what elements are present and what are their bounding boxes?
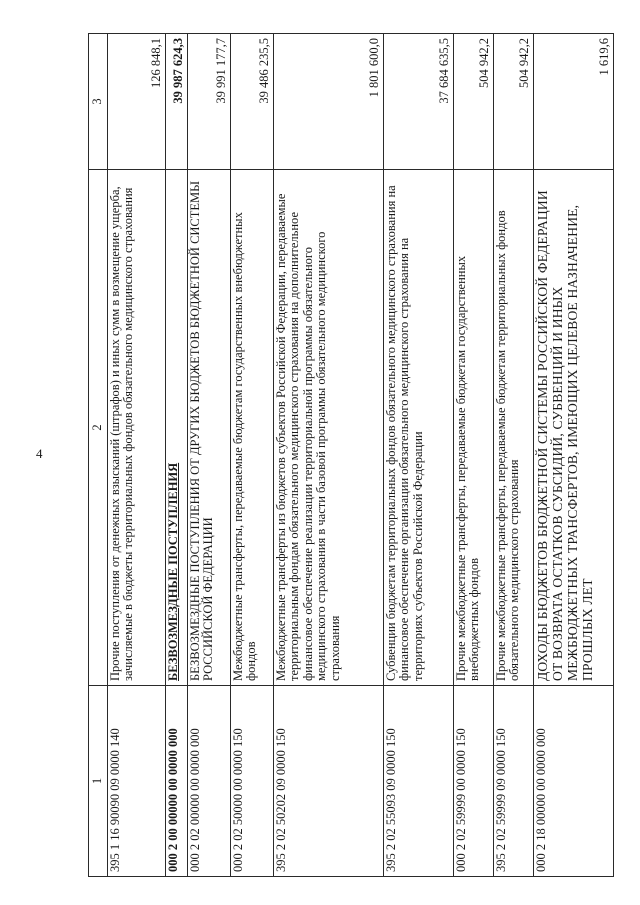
- column-header-code: 1: [89, 686, 108, 877]
- row-name: БЕЗВОЗМЕЗДНЫЕ ПОСТУПЛЕНИЯ: [165, 170, 187, 686]
- row-name: БЕЗВОЗМЕЗДНЫЕ ПОСТУПЛЕНИЯ ОТ ДРУГИХ БЮДЖЕТОВ БЮДЖЕТНОЙ СИСТЕМЫ РОССИЙСКОЙ ФЕДЕРАЦИИ: [187, 170, 230, 686]
- row-code: 000 2 02 00000 00 0000 000: [187, 686, 230, 877]
- row-amount: 39 486 235,5: [230, 34, 273, 170]
- row-name: ДОХОДЫ БЮДЖЕТОВ БЮДЖЕТНОЙ СИСТЕМЫ РОССИЙСКОЙ ФЕДЕРАЦИИ ОТ ВОЗВРАТА ОСТАТКОВ СУБСИДИЙ, СУБВЕНЦИЙ И ИНЫХ МЕЖБЮДЖЕТНЫХ ТРАНСФЕРТОВ, ИМЕЮЩИХ ЦЕЛЕВОЕ НАЗНАЧЕНИЕ, ПРОШЛЫХ ЛЕТ: [533, 170, 613, 686]
- row-name: Прочие поступления от денежных взысканий (штрафов) и иных сумм в возмещение ущерба, зачисляемые в бюджеты территориальных фондов обязательного медицинского страхования: [107, 170, 165, 686]
- row-code: 395 2 02 59999 09 0000 150: [493, 686, 533, 877]
- row-amount: 126 848,1: [107, 34, 165, 170]
- table-row: [453, 34, 493, 877]
- table-row: [273, 34, 383, 877]
- row-amount: 504 942,2: [453, 34, 493, 170]
- table-header-row: [89, 34, 108, 877]
- row-amount: 37 684 635,5: [383, 34, 453, 170]
- row-code: 000 2 18 00000 00 0000 000: [533, 686, 613, 877]
- table-row: [533, 34, 613, 877]
- revenue-table: [88, 33, 614, 877]
- row-code: 000 2 02 59999 00 0000 150: [453, 686, 493, 877]
- row-amount: 39 987 624,3: [165, 34, 187, 170]
- table-row: [165, 34, 187, 877]
- table-row: [230, 34, 273, 877]
- column-header-amount: 3: [89, 34, 108, 170]
- row-amount: 39 991 177,7: [187, 34, 230, 170]
- row-code: 395 1 16 90090 09 0000 140: [107, 686, 165, 877]
- row-code: 000 2 02 50000 00 0000 150: [230, 686, 273, 877]
- row-name: Межбюджетные трансферты, передаваемые бюджетам государственных внебюджетных фондов: [230, 170, 273, 686]
- row-amount: 504 942,2: [493, 34, 533, 170]
- page-number: 4: [36, 446, 43, 461]
- table-row: [383, 34, 453, 877]
- table-row: [107, 34, 165, 877]
- row-code: 395 2 02 55093 09 0000 150: [383, 686, 453, 877]
- row-name: Прочие межбюджетные трансферты, передаваемые бюджетам государственных внебюджетных фондов: [453, 170, 493, 686]
- row-name: Межбюджетные трансферты из бюджетов субъектов Российской Федерации, передаваемые территориальным фондам обязательного медицинского страхования на дополнительное финансовое обеспечение реализации территориальной программы обязательного медицинского страхования в части базовой программы обязательного медицинского страхования: [273, 170, 383, 686]
- table-row: [187, 34, 230, 877]
- row-amount: 1 801 600,0: [273, 34, 383, 170]
- rotated-table-wrapper: [88, 34, 640, 877]
- row-code: 395 2 02 50202 09 0000 150: [273, 686, 383, 877]
- table-row: [493, 34, 533, 877]
- column-header-name: 2: [89, 170, 108, 686]
- row-amount: 1 619,6: [533, 34, 613, 170]
- row-code: 000 2 00 00000 00 0000 000: [165, 686, 187, 877]
- row-name: Прочие межбюджетные трансферты, передаваемые бюджетам территориальных фондов обязательного медицинского страхования: [493, 170, 533, 686]
- row-name: Субвенции бюджетам территориальных фондов обязательного медицинского страхования на финансовое обеспечение организации обязательного медицинского страхования на территориях субъектов Российской Федерации: [383, 170, 453, 686]
